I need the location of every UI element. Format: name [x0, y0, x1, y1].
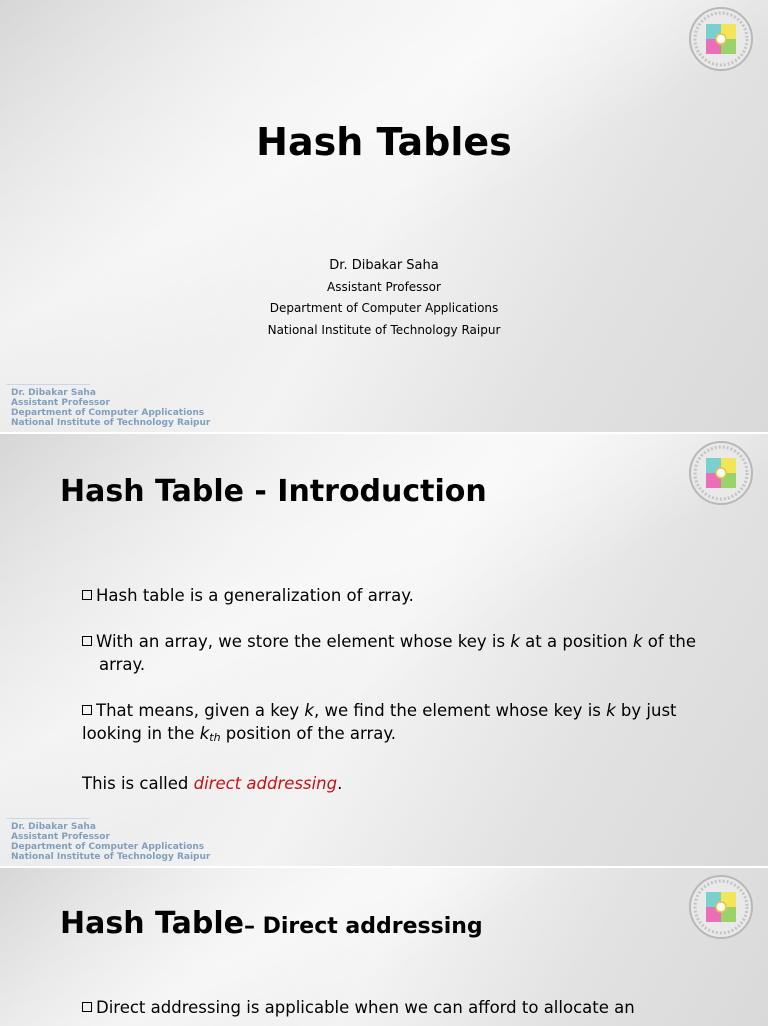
slide-heading — [60, 906, 483, 941]
bullet-item — [82, 630, 708, 676]
slide-introduction — [0, 434, 768, 866]
footer-department: Department of Computer Applications — [11, 408, 205, 418]
heading-sub: – Direct addressing — [243, 914, 483, 939]
math-k: k — [304, 701, 314, 720]
checkbox-bullet-icon — [82, 1002, 92, 1012]
slide-direct-addressing — [0, 868, 768, 1026]
footer-name: Dr. Dibakar Saha — [11, 388, 96, 398]
footer-institute: National Institute of Technology Raipur — [11, 418, 211, 428]
footer-divider — [6, 384, 90, 385]
heading-main: Hash Table — [60, 906, 244, 941]
bullet-list — [82, 584, 708, 818]
author-role: Assistant Professor — [327, 279, 441, 294]
paragraph-text: This is called — [82, 774, 194, 793]
bullet-item — [82, 584, 708, 607]
bullet-continuation — [82, 722, 708, 749]
checkbox-bullet-icon — [82, 705, 92, 715]
math-k: k — [199, 724, 210, 743]
bullet-text: looking in the — [82, 724, 200, 743]
checkbox-bullet-icon — [82, 636, 92, 646]
math-th: th — [209, 731, 221, 744]
bullet-text: position of the array. — [220, 724, 397, 743]
footer-divider — [6, 818, 90, 819]
footer-name: Dr. Dibakar Saha — [11, 822, 96, 832]
author-name: Dr. Dibakar Saha — [329, 258, 439, 273]
bullet-text: array. — [99, 655, 146, 674]
bullet-text: at a position — [519, 632, 633, 651]
bullet-text: Hash table is a generalization of array. — [96, 586, 414, 605]
footer-institute: National Institute of Technology Raipur — [11, 852, 211, 862]
footer-department: Department of Computer Applications — [11, 842, 205, 852]
bullet-text: , we find the element whose key is — [313, 701, 607, 720]
bullet-text: That means, given a key — [96, 701, 305, 720]
paragraph — [82, 772, 708, 795]
institute-seal-logo — [688, 874, 754, 940]
slide-title-page — [0, 0, 768, 432]
bullet-list — [82, 996, 708, 1026]
checkbox-bullet-icon — [82, 590, 92, 600]
math-k: k — [606, 701, 616, 720]
institute-seal-logo — [688, 6, 754, 72]
institute-seal-logo — [688, 440, 754, 506]
footer-role: Assistant Professor — [11, 398, 110, 408]
bullet-text: by just — [615, 701, 677, 720]
slide-heading: Hash Table - Introduction — [60, 474, 487, 509]
paragraph-text: . — [337, 774, 343, 793]
presentation-title: Hash Tables — [256, 120, 512, 164]
bullet-text: Direct addressing is applicable when we can afford to allocate an — [96, 998, 635, 1017]
bullet-item — [82, 996, 708, 1019]
bullet-text: of the — [642, 632, 696, 651]
slide-footer — [11, 822, 210, 862]
author-department: Department of Computer Applications — [269, 301, 499, 315]
author-block — [0, 255, 768, 341]
author-institute: National Institute of Technology Raipur — [267, 322, 501, 337]
bullet-text: With an array, we store the element whose key is — [96, 632, 511, 651]
bullet-item — [82, 699, 708, 749]
slide-footer — [11, 388, 210, 428]
footer-role: Assistant Professor — [11, 832, 110, 842]
math-k: k — [632, 632, 643, 651]
highlight-term: direct addressing — [193, 774, 338, 793]
math-k: k — [510, 632, 520, 651]
